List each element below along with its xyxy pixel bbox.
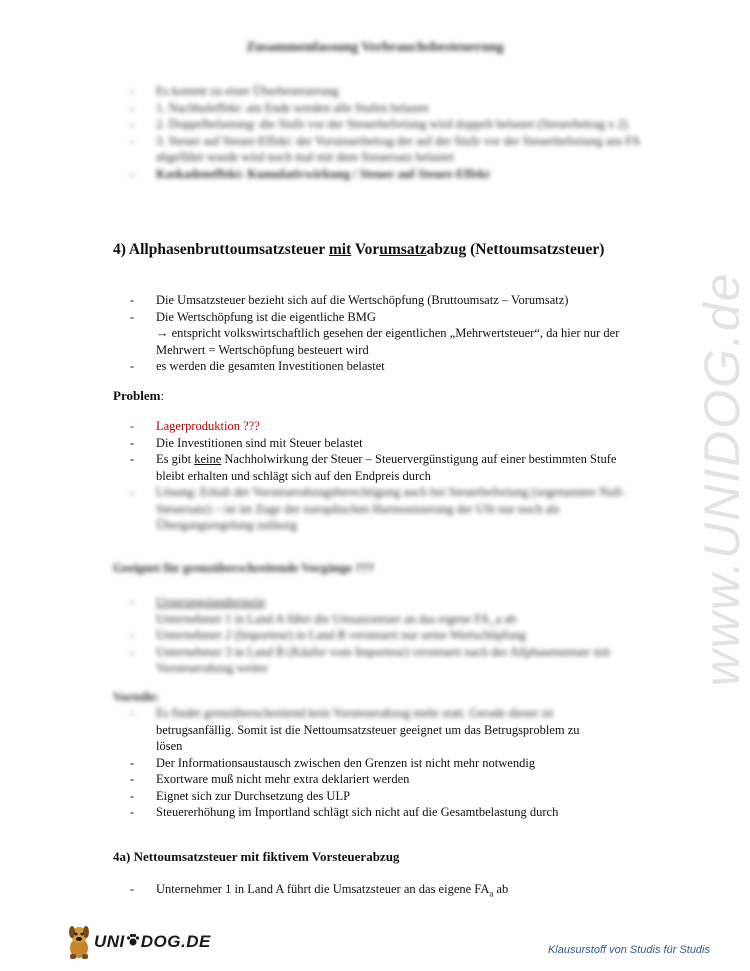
blurred-middle-title: Geeignet für grenzüberschreitende Vorgänge ??? [113, 561, 375, 575]
blurred-heading: Zusammenfassung Verbrauchsbesteuerung [246, 40, 504, 55]
list-item-continuation: → entspricht volkswirtschaftlich gesehen der eigentlichen „Mehrwertsteuer“, da hier nur der Mehrwert = Wertschöpfung besteuert wird [156, 326, 620, 357]
list-item: - Die Wertschöpfung ist die eigentliche BMG [130, 309, 640, 326]
list-item-continuation: betrugsanfällig. Somit ist die Nettoumsatzsteuer geeignet um das Betrugsproblem zu [156, 722, 580, 737]
logo-text: UNI DOG.DE [94, 932, 211, 951]
list-item: - Lösung: Erhalt der Vorsteuerabzugsberechtigung auch bei Steuerbefreiung (sogenannter Null-Steuersatz) – ist im Zuge der europäischen Harmonisierung der USt nur noch als Übergangsregelung zulässig [130, 484, 640, 534]
section-4-list [130, 292, 640, 375]
footer-tagline: Klausurstoff von Studis für Studis [547, 944, 710, 956]
list-item: - Die Umsatzsteuer bezieht sich auf die Wertschöpfung (Bruttoumsatz – Vorumsatz) [130, 292, 640, 309]
list-item: - Ursprungslandprinzip [130, 594, 640, 611]
list-item: - Es kommt zu einer Überbesteuerung [130, 83, 640, 100]
blurred-top-list [130, 83, 640, 182]
vorteile-label: Vorteile: [113, 690, 160, 704]
problem-label: Problem: [113, 388, 165, 403]
section-4-title: 4) Allphasenbruttoumsatzsteuer mit Vorumsatzabzug (Nettoumsatzsteuer) [113, 241, 605, 258]
unidog-logo [66, 924, 211, 960]
list-item: Unternehmer 1 in Land A führt die Umsatzsteuer an das eigene FA_a ab [156, 611, 517, 626]
watermark: www.UNIDOG.de [694, 271, 750, 687]
list-item-continuation: lösen [156, 739, 183, 753]
list-item: - Es gibt keine Nachholwirkung der Steuer – Steuervergünstigung auf einer bestimmten Stufe bleibt erhalten und schlägt sich auf den Endpreis durch [130, 451, 640, 484]
dog-mascot-icon [66, 924, 92, 960]
list-item: - 1. Nachholeffekt: am Ende werden alle Stufen belastet [130, 100, 640, 117]
list-item: - Der Informationsaustausch zwischen den Grenzen ist nicht mehr notwendig [130, 755, 640, 772]
list-item: - Lagerproduktion ??? [130, 418, 640, 435]
list-item: - Eignet sich zur Durchsetzung des ULP [130, 788, 640, 805]
section-4a-list [130, 881, 640, 902]
list-item: - Unternehmer 1 in Land A führt die Umsatzsteuer an das eigene $FA_a$ ab [130, 881, 640, 902]
vorteile-list [130, 705, 640, 821]
list-item: - 3. Steuer auf Steuer-Effekt: der Vorsteuerbetrag der auf der Stufe vor der Steuerbefreiung ans FA abgeführt wurde wird noch mal mit dem Steuersatz belastet [130, 133, 640, 166]
list-item: - Exortware muß nicht mehr extra deklariert werden [130, 771, 640, 788]
list-item: - 2. Doppelbelastung: die Stufe vor der Steuerbefreiung wird doppelt belastet (Steuerbetrag x 2) [130, 116, 640, 133]
list-item: - Kaskadeneffekt: Kumulativwirkung / Steuer auf Steuer-Effekt [130, 166, 640, 183]
list-item: - Unternehmer 3 in Land B (Käufer vom Importeur) versteuert nach der Allphasensteuer mit Vorsteuerabzug weiter [130, 644, 640, 677]
blurred-middle-list [130, 594, 640, 677]
paw-icon [126, 933, 140, 947]
list-item: - Unternehmer 2 (Importeur) in Land B versteuert nur seine Wertschöpfung [130, 627, 640, 644]
list-item: - Es findet grenzüberschreitend kein Vorsteuerabzug mehr statt. Gerade dieser ist [130, 705, 640, 722]
list-item: - Die Investitionen sind mit Steuer belastet [130, 435, 640, 452]
section-4a-title: 4a) Nettoumsatzsteuer mit fiktivem Vorsteuerabzug [113, 849, 400, 864]
list-item: - Steuererhöhung im Importland schlägt sich nicht auf die Gesamtbelastung durch [130, 804, 640, 821]
problem-list [130, 418, 640, 534]
list-item: - es werden die gesamten Investitionen belastet [130, 358, 640, 375]
